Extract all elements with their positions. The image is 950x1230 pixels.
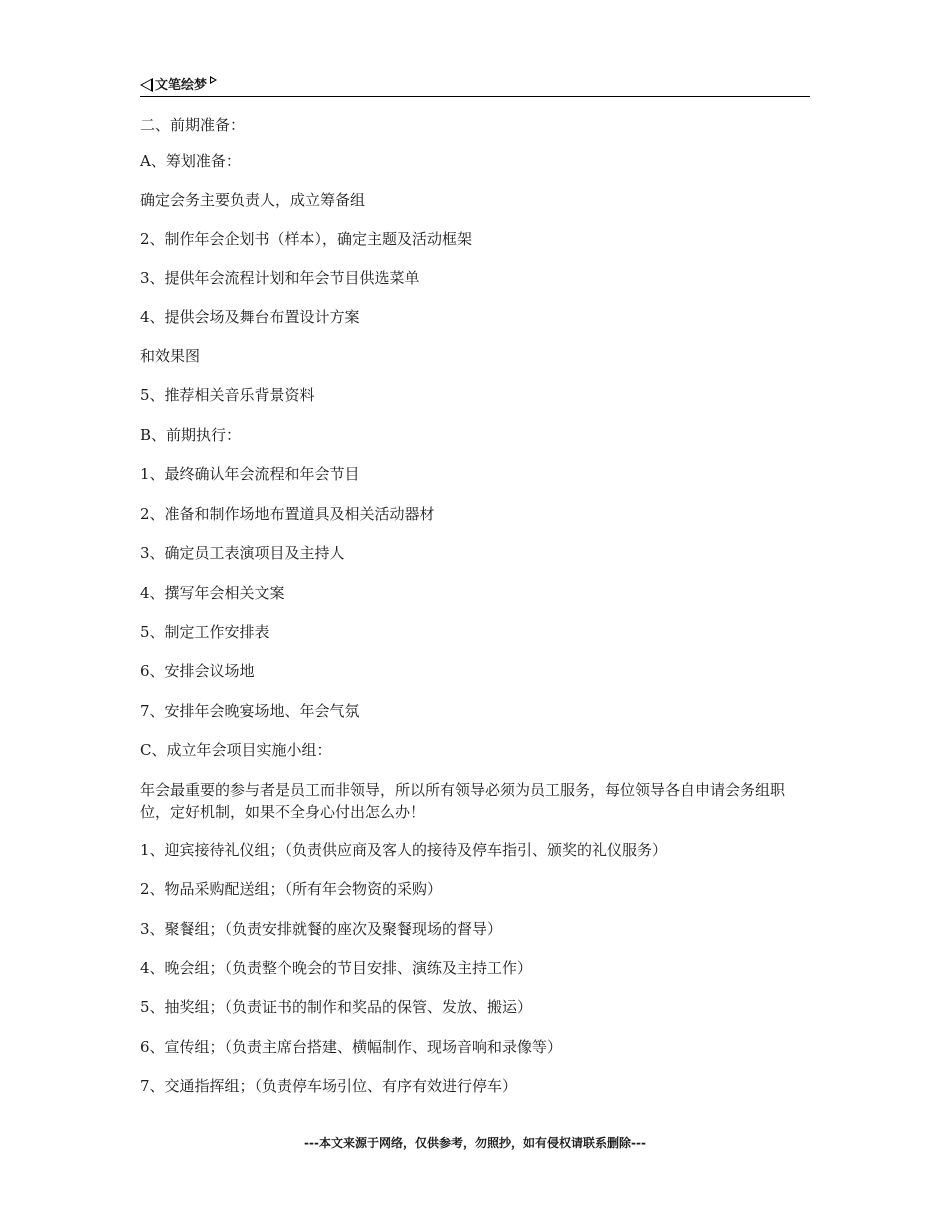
text-line: 4、撰写年会相关文案: [140, 584, 285, 602]
list-item: 4、晚会组；（负责整个晚会的节目安排、演练及主持工作）: [140, 959, 533, 977]
right-triangle-icon: [210, 76, 217, 84]
left-triangle-icon: [140, 78, 153, 92]
text-line: 5、制定工作安排表: [140, 623, 270, 641]
text-line: 2、准备和制作场地布置道具及相关活动器材: [140, 505, 435, 523]
list-item: 5、抽奖组；（负责证书的制作和奖品的保管、发放、搬运）: [140, 998, 533, 1016]
subsection-heading: B、前期执行：: [140, 426, 242, 444]
section-heading: 二、前期准备：: [140, 116, 246, 134]
text-line: 和效果图: [140, 347, 201, 365]
page-footer: ---本文来源于网络，仅供参考，勿照抄，如有侵权请联系删除---: [304, 1136, 646, 1150]
text-line: 3、确定员工表演项目及主持人: [140, 544, 345, 562]
text-line: 确定会务主要负责人，成立筹备组: [140, 191, 366, 209]
header-brand: 文笔绘梦: [155, 78, 208, 93]
list-item: 6、宣传组；（负责主席台搭建、横幅制作、现场音响和录像等）: [140, 1038, 563, 1056]
subsection-heading: A、筹划准备：: [140, 152, 241, 170]
text-line: 6、安排会议场地: [140, 662, 255, 680]
list-item: 2、物品采购配送组；（所有年会物资的采购）: [140, 880, 443, 898]
list-item: 7、交通指挥组；（负责停车场引位、有序有效进行停车）: [140, 1077, 518, 1095]
list-item: 3、聚餐组；（负责安排就餐的座次及聚餐现场的督导）: [140, 920, 503, 938]
text-line: 1、最终确认年会流程和年会节目: [140, 465, 360, 483]
text-line: 3、提供年会流程计划和年会节目供选菜单: [140, 269, 420, 287]
page-header: [140, 70, 810, 97]
body-paragraph: 年会最重要的参与者是员工而非领导，所以所有领导必须为员工服务，每位领导各自申请会务组职位，定好机制，如果不全身心付出怎么办！: [140, 781, 786, 821]
text-line: 4、提供会场及舞台布置设计方案: [140, 308, 360, 326]
text-line: 5、推荐相关音乐背景资料: [140, 386, 315, 404]
subsection-heading: C、成立年会项目实施小组：: [140, 741, 332, 759]
list-item: 1、迎宾接待礼仪组；（负责供应商及客人的接待及停车指引、颁奖的礼仪服务）: [140, 841, 668, 859]
text-line: 2、制作年会企划书（样本），确定主题及活动框架: [140, 230, 473, 248]
text-line: 7、安排年会晚宴场地、年会气氛: [140, 702, 360, 720]
